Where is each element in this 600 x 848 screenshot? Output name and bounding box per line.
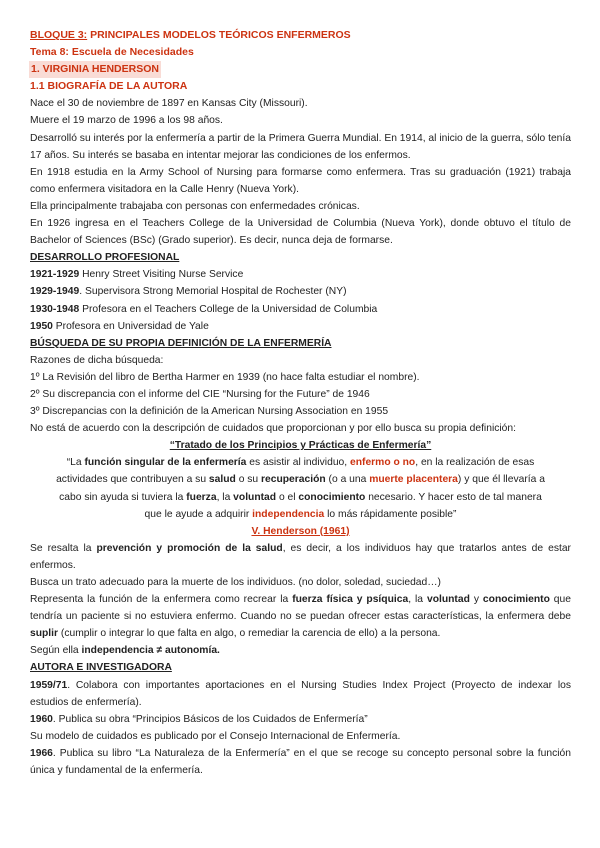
career-text: Profesora en el Teachers College de la Universidad de Columbia	[79, 303, 378, 315]
block-prefix: BLOQUE 3:	[30, 29, 88, 41]
career-years: 1921-1929	[30, 269, 80, 281]
definition-reason: 1º La Revisión del libro de Bertha Harmer en 1939 (no hace falta estudiar el nombre).	[30, 371, 420, 383]
career-years: 1930-1948	[30, 303, 80, 315]
quote-bold: salud	[208, 474, 236, 486]
quote-text: o el	[276, 491, 299, 503]
analysis-text: que tendría un paciente si no estuviera enfermo. Cuando no se puedan ofrecer estas características, la enfermera debe	[30, 594, 571, 623]
block-title-text: PRINCIPALES MODELOS TEÓRICOS ENFERMEROS	[87, 29, 351, 41]
quote-text: , la	[216, 491, 234, 503]
research-heading: AUTORA E INVESTIGADORA	[30, 662, 172, 674]
bio-paragraph: En 1926 ingresa en el Teachers College de la Universidad de Columbia (Nueva York), donde obtuvo el título de Bachelor of Sciences (BSc) (Grado superior). Es decir, nunca deja de formarse.	[30, 218, 571, 247]
quote-text: o su	[235, 474, 262, 486]
analysis-text: Según ella	[30, 645, 82, 657]
analysis-bold: voluntad	[426, 594, 470, 606]
analysis-bold: prevención y promoción de la salud	[96, 542, 283, 554]
topic-title: Tema 8: Escuela de Necesidades	[30, 46, 194, 59]
analysis-bold: suplir	[30, 628, 59, 640]
section-title	[30, 61, 571, 78]
quote-text: necesario. Y hacer esto de tal manera que le ayude a adquirir	[144, 491, 542, 520]
career-text: . Supervisora Strong Memorial Hospital de Rochester (NY)	[79, 286, 347, 298]
research-year: 1960	[30, 713, 53, 725]
research-item	[30, 745, 571, 779]
definition-heading: BÚSQUEDA DE SU PROPIA DEFINICIÓN DE LA ENFERMERÍA	[30, 337, 332, 349]
career-years: 1950	[30, 320, 53, 332]
quote-highlight: muerte placentera	[369, 474, 458, 486]
definition-note: No está de acuerdo con la descripción de cuidados que proporcionan y por ello busca su propia definición:	[30, 423, 516, 435]
career-item	[30, 283, 571, 300]
quote-text: “La	[66, 457, 85, 469]
analysis-text: y	[469, 594, 483, 606]
research-text: Su modelo de cuidados es publicado por el Consejo Internacional de Enfermería.	[30, 730, 401, 742]
analysis-text: Representa la función de la enfermera como recrear la	[30, 594, 293, 606]
analysis-paragraph: Busca un trato adecuado para la muerte de los individuos. (no dolor, soledad, suciedad…)	[30, 577, 441, 588]
analysis-bold: conocimiento	[482, 594, 550, 606]
definition-reason: 2º Su discrepancia con el informe del CIE “Nursing for the Future” de 1946	[30, 388, 370, 400]
research-text: . Colabora con importantes aportaciones en el Nursing Studies Index Project (Proyecto de indexar los estudios de enfermería).	[30, 679, 571, 708]
analysis-text: (cumplir o integrar lo que falta en algo, o remediar la carencia de ello) a la persona.	[58, 628, 441, 640]
definition-quote	[30, 454, 571, 522]
research-year: 1966	[30, 747, 53, 759]
research-item	[30, 677, 571, 711]
quote-author: V. Henderson (1961)	[251, 525, 350, 537]
research-year: 1959/71	[30, 679, 68, 691]
analysis-text: , la	[408, 594, 427, 606]
research-text: . Publica su obra “Principios Básicos de los Cuidados de Enfermería”	[52, 713, 368, 725]
quote-bold: fuerza	[186, 491, 217, 503]
analysis-text: , es decir, a los individuos hay que tratarlos antes de estar enfermos.	[30, 542, 571, 571]
career-text: Henry Street Visiting Nurse Service	[79, 269, 244, 281]
quote-bold: función singular de la enfermería	[84, 457, 247, 469]
quote-bold: conocimiento	[298, 491, 366, 503]
block-title	[30, 27, 571, 44]
bio-paragraph: En 1918 estudia en la Army School of Nursing para formarse como enfermera. Tras su graduación (1921) trabaja como enfermera visitadora en la Calle Henry (Nueva York).	[30, 166, 571, 195]
bio-paragraph: Muere el 19 marzo de 1996 a los 98 años.	[30, 115, 223, 127]
section-title-highlight: 1. VIRGINIA HENDERSON	[29, 61, 161, 78]
quote-text: es asistir al individuo,	[246, 457, 350, 469]
bio-paragraph: Ella principalmente trabajaba con personas con enfermedades crónicas.	[30, 200, 360, 212]
quote-title: “Tratado de los Principios y Prácticas de Enfermería”	[169, 440, 432, 452]
career-item	[30, 318, 571, 335]
analysis-paragraph	[30, 591, 571, 642]
quote-highlight: independencia	[252, 508, 325, 520]
quote-text: (o a una	[325, 474, 370, 486]
analysis-bold: independencia ≠ autonomía.	[81, 645, 220, 657]
career-item	[30, 266, 571, 283]
quote-text: lo más rápidamente posible”	[324, 508, 457, 520]
research-text: . Publica su libro “La Naturaleza de la Enfermería” en el que se recoge su concepto personal sobre la función única y fundamental de la enfermería.	[30, 747, 571, 777]
definition-reason: 3º Discrepancias con la definición de la American Nursing Association en 1955	[30, 406, 389, 418]
career-years: 1929-1949	[30, 286, 80, 298]
bio-paragraph: Nace el 30 de noviembre de 1897 en Kansas City (Missouri).	[30, 98, 308, 110]
bio-paragraph: Desarrolló su interés por la enfermería a partir de la Primera Guerra Mundial. En 1914, al inicio de la guerra, sólo tenía 17 años. Su interés se basaba en intentar mejorar las condiciones de los enfermos.	[30, 132, 571, 161]
quote-bold: recuperación	[261, 474, 326, 486]
analysis-bold: fuerza física y psíquica	[292, 594, 409, 606]
analysis-paragraph	[30, 642, 571, 659]
research-item	[30, 728, 571, 745]
career-heading: DESARROLLO PROFESIONAL	[30, 252, 180, 264]
quote-text: ) y que él llevaría a cabo sin ayuda si tuviera la	[59, 474, 545, 503]
quote-bold: voluntad	[233, 491, 277, 503]
quote-highlight: enfermo o no	[350, 457, 416, 469]
definition-intro: Razones de dicha búsqueda:	[30, 354, 164, 366]
analysis-paragraph	[30, 540, 571, 574]
research-item	[30, 711, 571, 728]
analysis-text: Se resalta la	[30, 542, 97, 554]
career-item	[30, 301, 571, 318]
subsection-title: 1.1 BIOGRAFÍA DE LA AUTORA	[30, 80, 188, 93]
career-text: Profesora en Universidad de Yale	[52, 320, 209, 332]
quote-text: , en la realización de esas actividades que contribuyen a su	[56, 457, 535, 486]
